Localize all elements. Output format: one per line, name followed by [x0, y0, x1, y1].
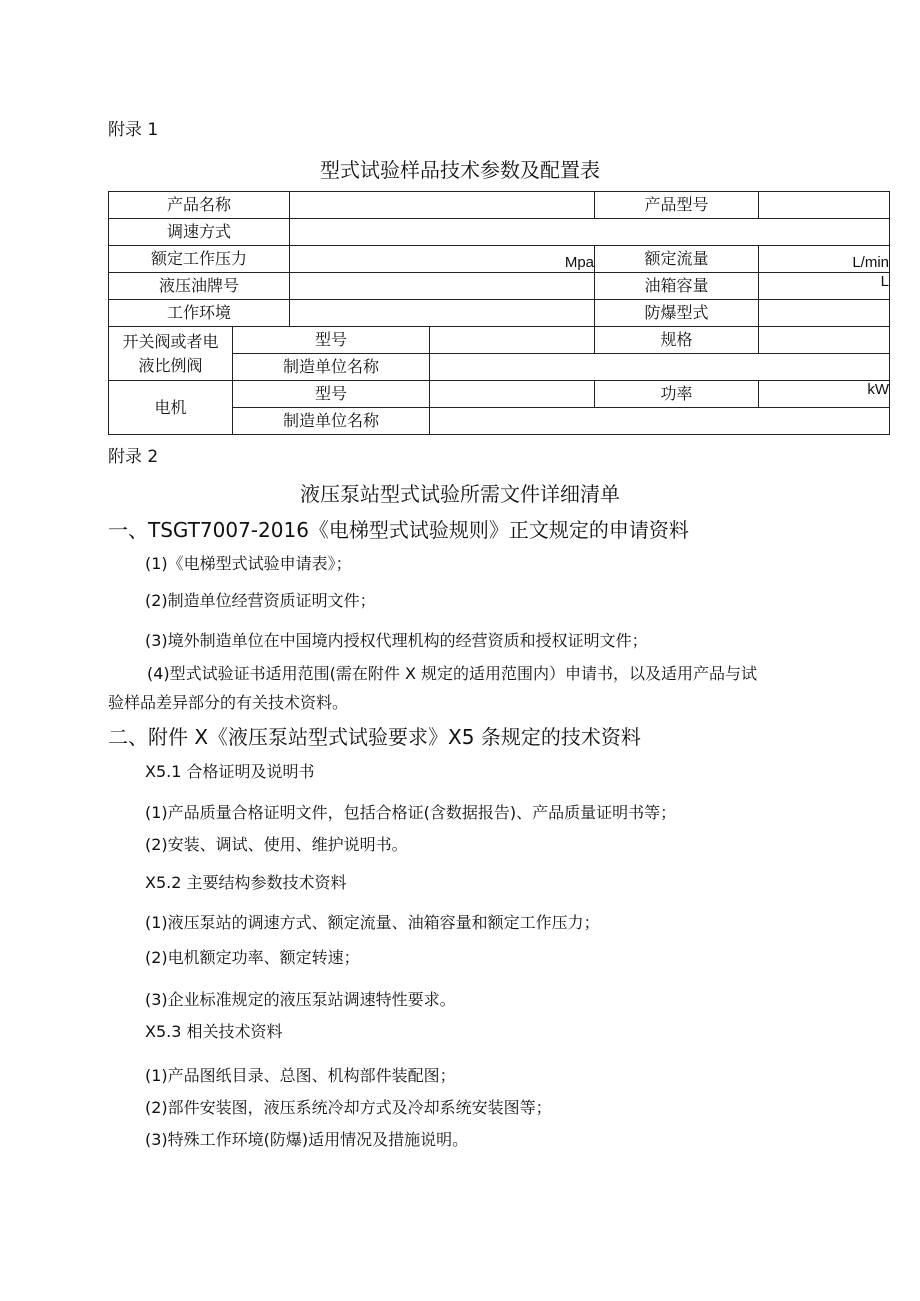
product-name-label: 产品名称 [109, 192, 290, 219]
valve-label-line-2: 液比例阀 [138, 355, 203, 375]
section-1-item: (3)境外制造单位在中国境内授权代理机构的经营资质和授权证明文件； [145, 631, 648, 650]
valve-spec-label: 规格 [595, 327, 759, 354]
table-row [109, 219, 890, 246]
explosion-type-value[interactable] [759, 300, 890, 327]
motor-model-value[interactable] [430, 381, 595, 408]
x53-item: (2)部件安装图，液压系统冷却方式及冷却系统安装图等； [145, 1098, 552, 1117]
section-1-item-continued: 验样品差异部分的有关技术资料。 [108, 693, 349, 712]
x53-item: (1)产品图纸目录、总图、机构部件装配图； [145, 1066, 456, 1085]
pressure-unit[interactable]: Mpa [290, 246, 595, 273]
x52-item: (2)电机额定功率、额定转速； [145, 948, 360, 967]
section-1-item: (1)《电梯型式试验申请表》； [145, 554, 352, 573]
section-1-item: (4)型式试验证书适用范围(需在附件 X 规定的适用范围内）申请书，以及适用产品与试 [147, 664, 758, 683]
appendix-1-label: 附录 1 [108, 120, 159, 140]
oil-brand-value[interactable] [290, 273, 595, 300]
motor-maker-label: 制造单位名称 [233, 408, 430, 435]
valve-model-label: 型号 [233, 327, 430, 354]
x53-item: (3)特殊工作环境(防爆)适用情况及措施说明。 [145, 1130, 469, 1149]
oil-brand-label: 液压油牌号 [109, 273, 290, 300]
table-row [109, 300, 890, 327]
tank-capacity-label: 油箱容量 [595, 273, 759, 300]
section-1-heading: 一、TSGT7007-2016《电梯型式试验规则》正文规定的申请资料 [108, 518, 689, 542]
product-name-value[interactable] [290, 192, 595, 219]
flow-unit[interactable]: L/min [759, 246, 890, 273]
valve-label-line-1: 开关阀或者电 [122, 331, 219, 351]
valve-maker-value[interactable] [430, 354, 890, 381]
rated-pressure-label: 额定工作压力 [109, 246, 290, 273]
appendix-1-title: 型式试验样品技术参数及配置表 [320, 158, 600, 182]
tank-unit[interactable]: L [759, 273, 890, 300]
valve-label [109, 327, 233, 381]
motor-label: 电机 [109, 381, 233, 435]
rated-flow-label: 额定流量 [595, 246, 759, 273]
valve-spec-value[interactable] [759, 327, 890, 354]
table-row [109, 327, 890, 354]
x51-item: (1)产品质量合格证明文件，包括合格证(含数据报告)、产品质量证明书等； [145, 803, 677, 822]
motor-model-label: 型号 [233, 381, 430, 408]
x53-title: X5.3 相关技术资料 [145, 1022, 283, 1041]
speed-mode-label: 调速方式 [109, 219, 290, 246]
motor-maker-value[interactable] [430, 408, 890, 435]
product-model-label: 产品型号 [595, 192, 759, 219]
spec-table [108, 191, 890, 435]
product-model-value[interactable] [759, 192, 890, 219]
x52-title: X5.2 主要结构参数技术资料 [145, 873, 347, 892]
x52-item: (3)企业标准规定的液压泵站调速特性要求。 [145, 990, 456, 1009]
power-unit[interactable]: kW [759, 381, 890, 408]
section-1-item: (2)制造单位经营资质证明文件； [145, 591, 376, 610]
appendix-2-label: 附录 2 [108, 447, 159, 467]
appendix-2-title: 液压泵站型式试验所需文件详细清单 [300, 482, 620, 506]
work-env-value[interactable] [290, 300, 595, 327]
motor-power-label: 功率 [595, 381, 759, 408]
explosion-type-label: 防爆型式 [595, 300, 759, 327]
speed-mode-value[interactable] [290, 219, 890, 246]
x51-title: X5.1 合格证明及说明书 [145, 762, 315, 781]
x52-item: (1)液压泵站的调速方式、额定流量、油箱容量和额定工作压力； [145, 913, 600, 932]
table-row [109, 381, 890, 408]
table-row [109, 246, 890, 273]
table-row [109, 273, 890, 300]
valve-model-value[interactable] [430, 327, 595, 354]
section-2-heading: 二、附件 X《液压泵站型式试验要求》X5 条规定的技术资料 [108, 725, 641, 749]
table-row [109, 192, 890, 219]
work-env-label: 工作环境 [109, 300, 290, 327]
valve-maker-label: 制造单位名称 [233, 354, 430, 381]
x51-item: (2)安装、调试、使用、维护说明书。 [145, 835, 408, 854]
